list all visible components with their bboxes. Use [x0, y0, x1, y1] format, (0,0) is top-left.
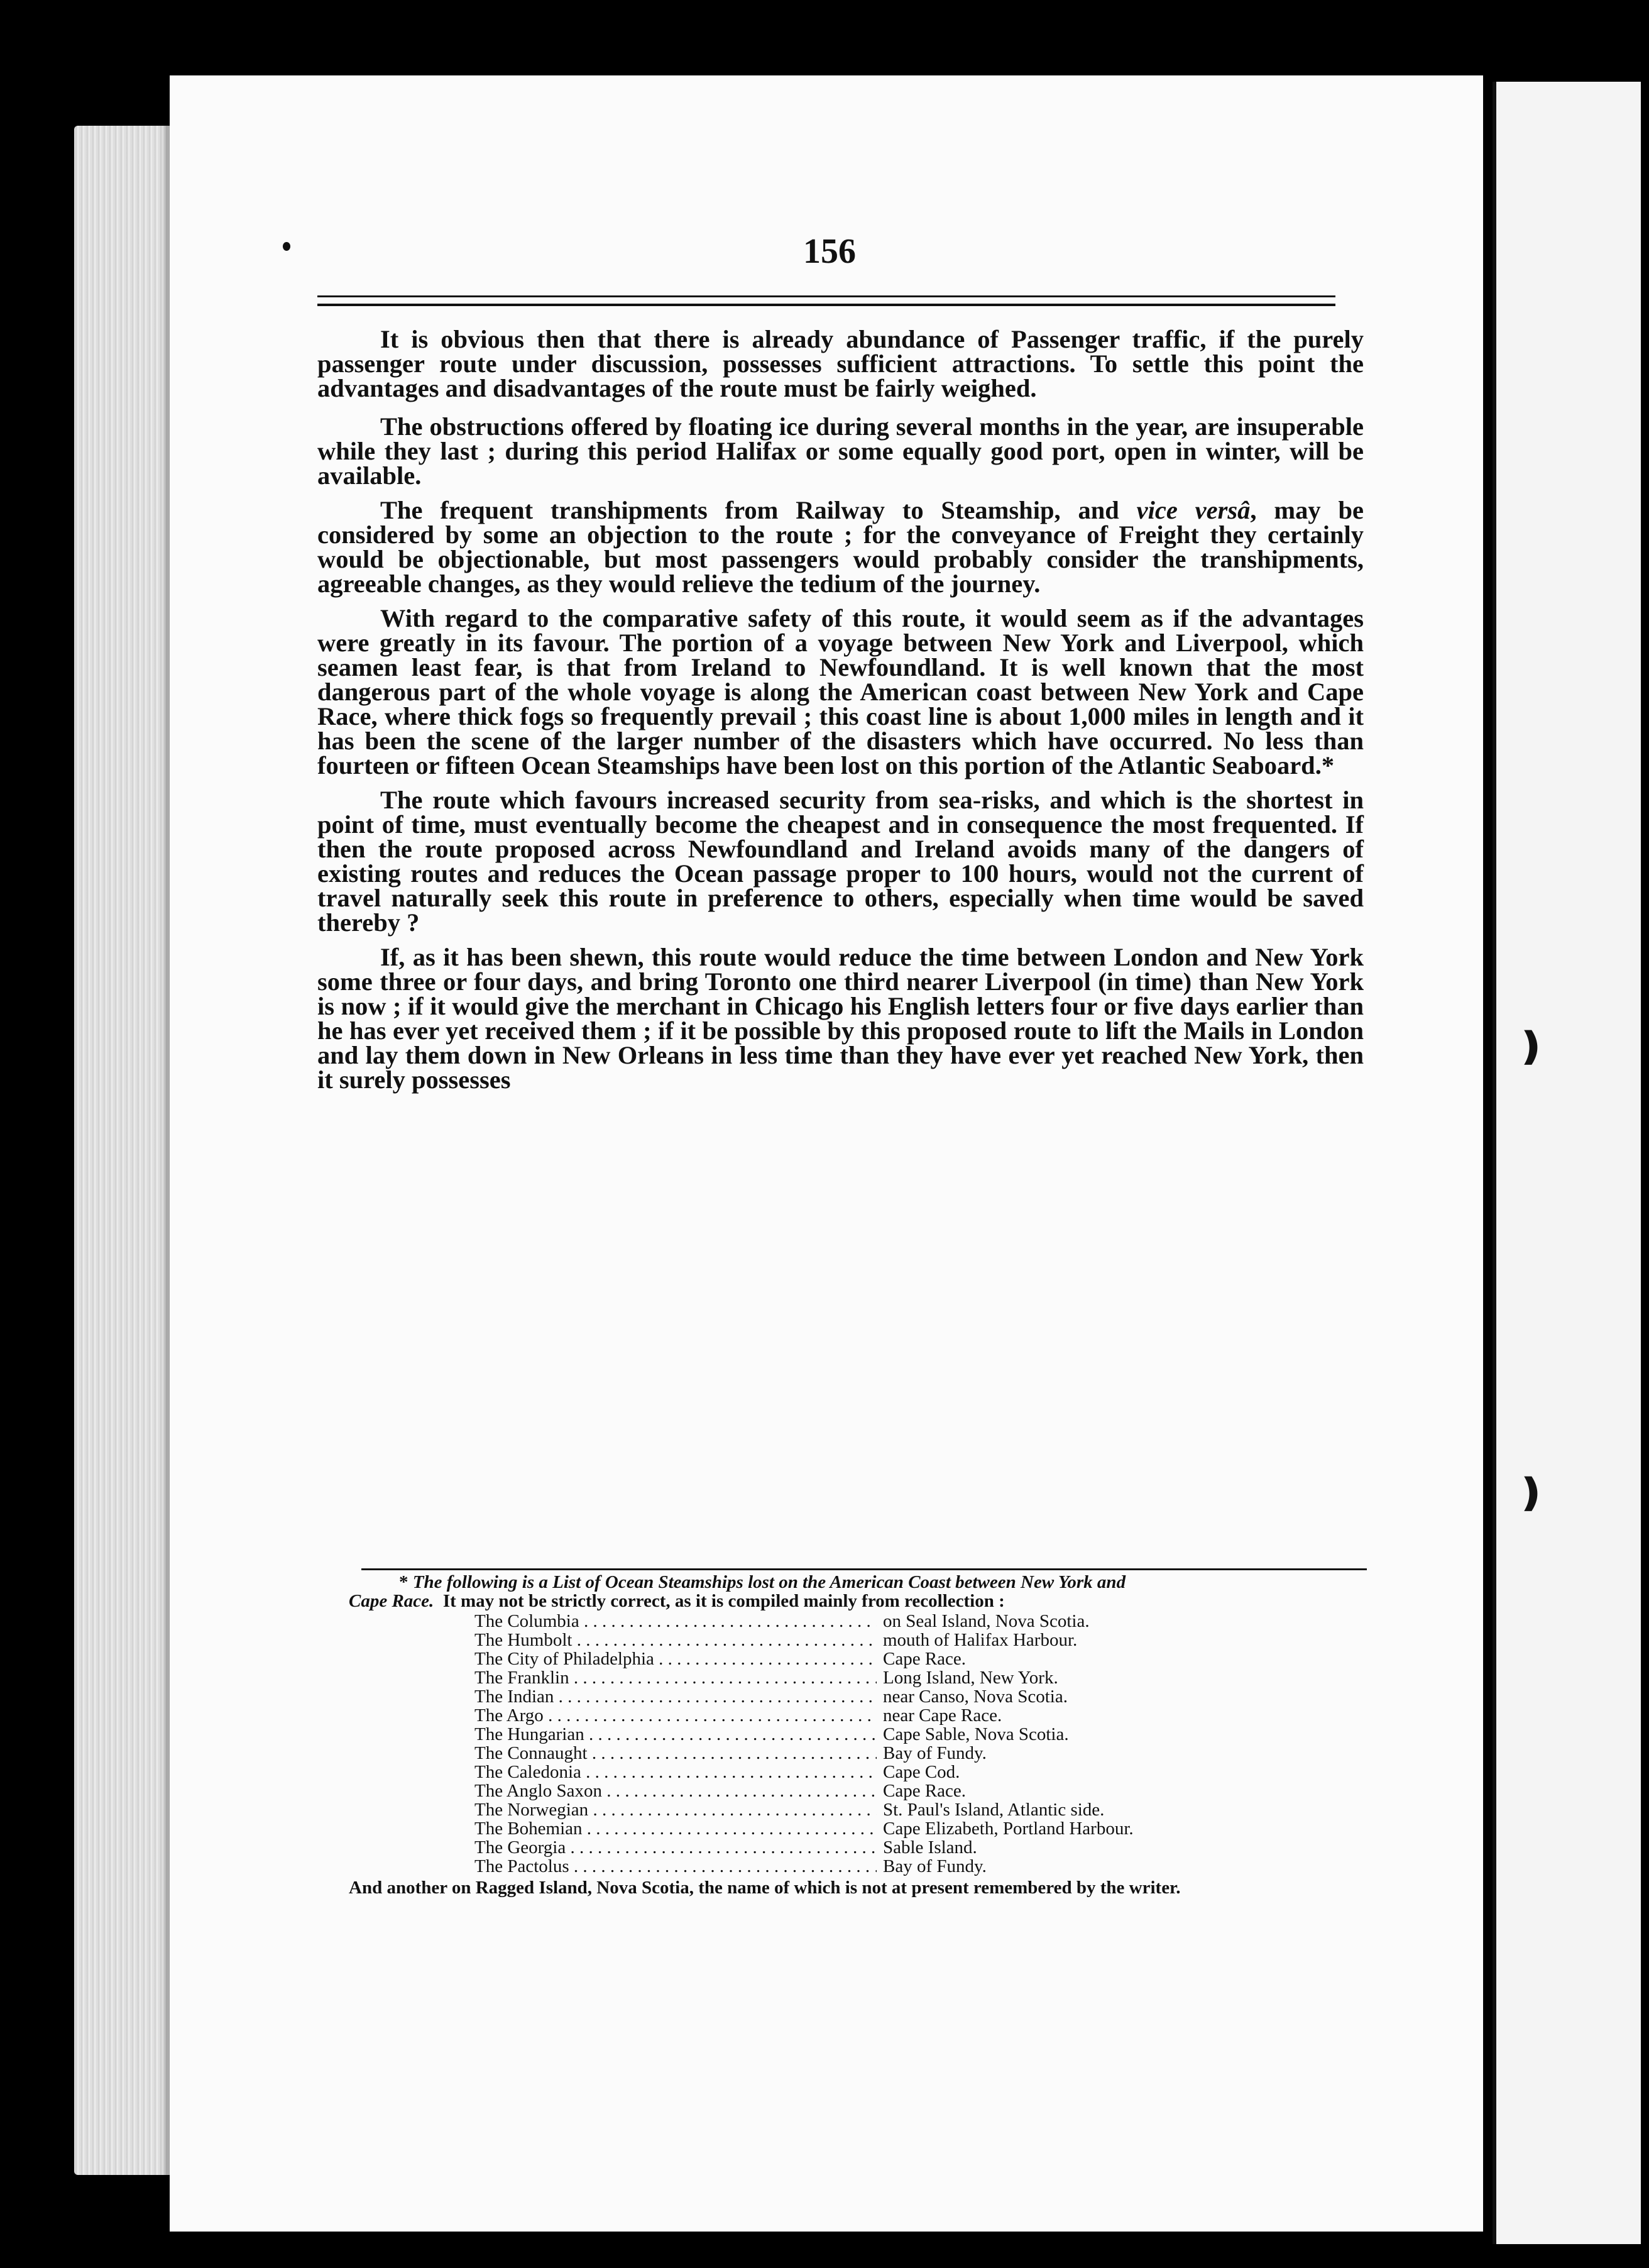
footnote-continuation-text: It may not be strictly correct, as it is compiled mainly from recollection : [442, 1591, 1005, 1611]
ship-row [474, 1838, 1379, 1857]
ship-row [474, 1763, 1379, 1781]
ship-row [474, 1857, 1379, 1876]
footnote-marker: * [399, 1572, 408, 1592]
paragraph: The obstructions offered by floating ice during several months in the year, are insuperable while they last ; during this period Halifax or some equally good port, open in winter, will be available. [317, 412, 1364, 490]
paragraph: If, as it has been shewn, this route would reduce the time between London and New York some three or four days, and bring Toronto one third nearer Liverpool (in time) than New York is now ; if it would give the merchant in Chicago his English letters four or five days earlier than he has ever yet received them ; if it be possible by this proposed route to lift the Mails in London and lay them down in New Orleans in less time than they have ever yet reached New York, then it surely possesses [317, 943, 1364, 1094]
facing-page-edge [1493, 82, 1641, 2244]
page-number: 156 [803, 232, 856, 271]
footnote-rule [361, 1568, 1367, 1570]
ship-row [474, 1668, 1379, 1687]
ship-loss-place: mouth of Halifax Harbour. [883, 1630, 1078, 1650]
facing-page-mark: ❫ [1515, 1026, 1547, 1067]
ship-loss-place: Cape Race. [883, 1781, 967, 1801]
header-rule [317, 295, 1335, 306]
paragraph-text: The frequent transhipments from Railway to Steamship, and [380, 496, 1137, 524]
footnote-continuation-label: Cape Race. [349, 1591, 434, 1611]
ship-row [474, 1819, 1379, 1838]
ship-row [474, 1800, 1379, 1819]
ship-name: The Georgia . . . [474, 1838, 877, 1857]
paragraph: With regard to the comparative safety of this route, it would seem as if the advantages were greatly in its favour. The portion of a voyage between New York and Liverpool, which seamen least fear, is that from Ireland to Newfoundland. It is well known that the most dangerous part of the whole voyage is along the American coast between New York and Cape Race, where thick fogs so frequently prevail ; this coast line is about 1,000 miles in length and it has been the scene of the larger number of the disasters which have occurred. No less than fourteen or fifteen Ocean Steamships have been lost on this portion of the Atlantic Seaboard.* [317, 604, 1364, 779]
footnote-heading-text: The following is a List of Ocean Steamships lost on the American Coast between New York and [412, 1572, 1126, 1592]
footnote [349, 1573, 1379, 1897]
body-text [317, 327, 1364, 1102]
ship-loss-place: Sable Island. [883, 1837, 977, 1858]
ship-row [474, 1649, 1379, 1668]
ship-loss-place: Cape Sable, Nova Scotia. [883, 1724, 1069, 1744]
ship-loss-place: near Canso, Nova Scotia. [883, 1687, 1068, 1707]
paragraph [317, 498, 1364, 596]
ship-loss-place: Bay of Fundy. [883, 1743, 987, 1763]
facing-page-mark: ❫ [1515, 1472, 1547, 1514]
ship-name: The Pactolus . . . [474, 1857, 877, 1876]
ship-loss-place: near Cape Race. [883, 1705, 1002, 1726]
ship-row [474, 1706, 1379, 1725]
paragraph: The route which favours increased security from sea-risks, and which is the shortest in point of time, must eventually become the cheapest and in consequence the most frequented. If then the route proposed across Newfoundland and Ireland avoids many of the dangers of existing routes and reduces the Ocean passage proper to 100 hours, would not the current of travel naturally seek this route in preference to others, especially when time would be saved thereby ? [317, 786, 1364, 937]
ship-loss-place: Cape Cod. [883, 1762, 960, 1782]
paragraph-text: , may be considered by some an objection to the route ; for the conveyance of Freight they certainly would be objectionable, but most passengers would probably consider the transhipments, agreeable changes, as they would relieve the tedium of the journey. [317, 496, 1364, 598]
ship-row [474, 1612, 1379, 1631]
ship-name: The Franklin . . . [474, 1668, 877, 1687]
footnote-continuation [349, 1592, 1379, 1610]
ship-loss-place: Long Island, New York. [883, 1668, 1058, 1688]
ship-row [474, 1781, 1379, 1800]
footnote-heading [349, 1573, 1379, 1592]
ink-dot [283, 242, 290, 251]
ship-name: The Hungarian . . . [474, 1725, 877, 1744]
ship-row [474, 1725, 1379, 1744]
ship-name: The Indian . . . [474, 1687, 877, 1706]
ship-loss-place: St. Paul's Island, Atlantic side. [883, 1800, 1105, 1820]
ship-loss-place: on Seal Island, Nova Scotia. [883, 1611, 1090, 1631]
ship-name: The Humbolt . . . [474, 1631, 877, 1649]
ship-loss-place: Cape Elizabeth, Portland Harbour. [883, 1819, 1134, 1839]
ship-loss-place: Bay of Fundy. [883, 1856, 987, 1876]
footnote-closing: And another on Ragged Island, Nova Scotia, the name of which is not at present remembered by the writer. [349, 1878, 1181, 1898]
ship-name: The City of Philadelphia . . . [474, 1649, 877, 1668]
ship-name: The Columbia . . . [474, 1612, 877, 1631]
paragraph: It is obvious then that there is already abundance of Passenger traffic, if the purely passenger route under discussion, possesses sufficient attractions. To settle this point the advantages and disadvantages of the route must be fairly weighed. [317, 325, 1364, 402]
ship-name: The Argo . . . [474, 1706, 877, 1725]
italic-phrase: vice versâ [1136, 496, 1251, 524]
ship-name: The Norwegian . . . [474, 1800, 877, 1819]
ship-row [474, 1687, 1379, 1706]
ship-row [474, 1631, 1379, 1649]
ship-loss-place: Cape Race. [883, 1649, 967, 1669]
ship-name: The Connaught . . . [474, 1744, 877, 1763]
ship-row [474, 1744, 1379, 1763]
ship-name: The Anglo Saxon . . . [474, 1781, 877, 1800]
ship-name: The Caledonia . . . [474, 1763, 877, 1781]
ship-name: The Bohemian . . . [474, 1819, 877, 1838]
ship-list [474, 1612, 1379, 1876]
